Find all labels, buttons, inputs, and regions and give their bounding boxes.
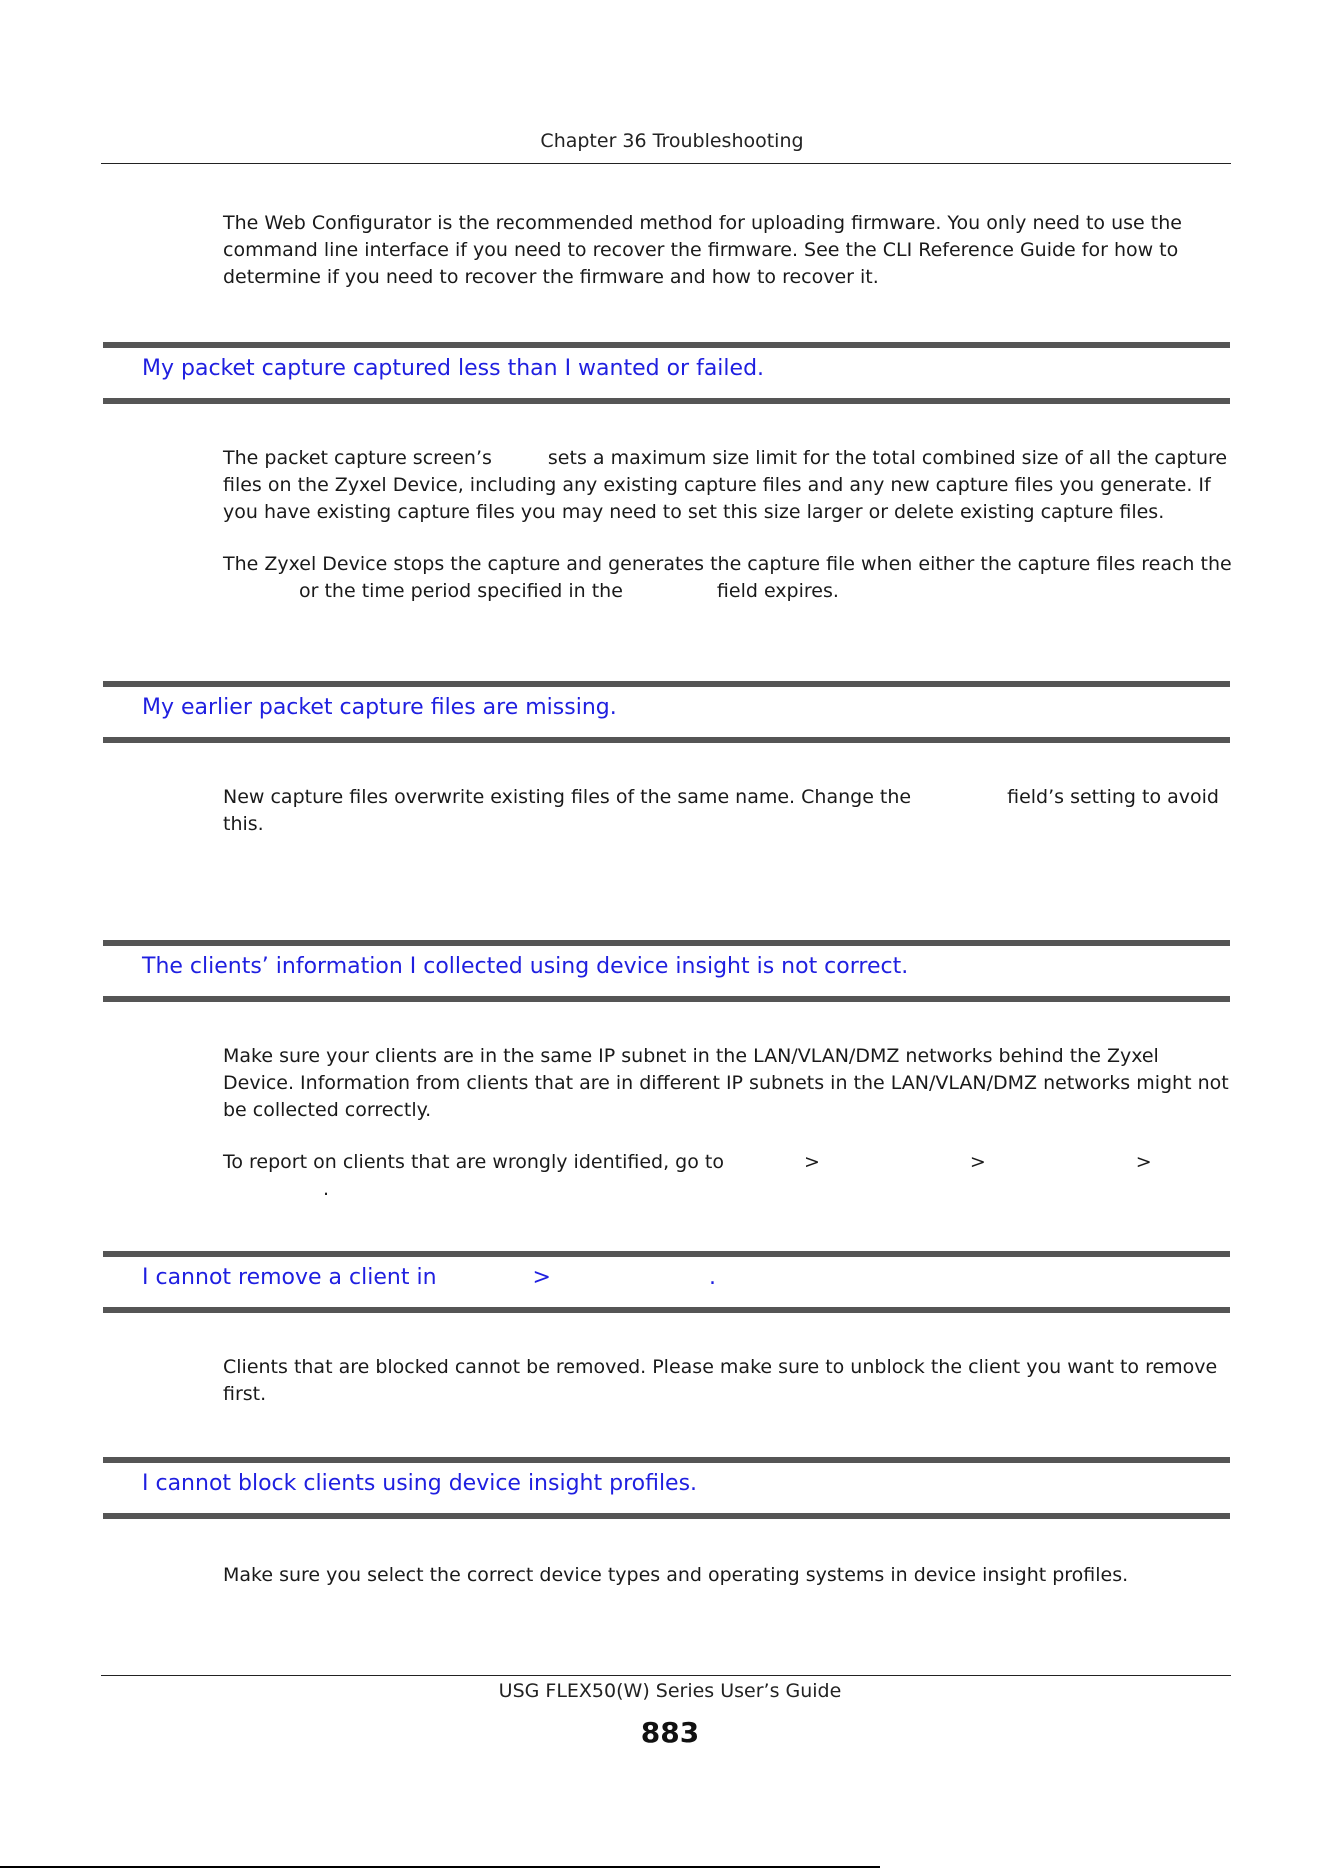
section-paragraph: Make sure you select the correct device types and operating systems in device insight profiles.: [223, 1564, 1129, 1586]
section-bottom-rule: [103, 1513, 1230, 1519]
header-rule: [101, 163, 1231, 164]
section-title: My earlier packet capture files are missing.: [142, 695, 617, 720]
footer-rule: [101, 1675, 1231, 1676]
section-paragraph: Make sure your clients are in the same IP subnet in the LAN/VLAN/DMZ networks behind the Zyxel Device. Information from clients that are in different IP subnets in the LAN/VLAN/DMZ networks might not be collected correctly. To report on clients that are wrongly identified, go to > > > .: [223, 1045, 1229, 1200]
section-title: My packet capture captured less than I wanted or failed.: [142, 356, 765, 381]
section-top-rule: [103, 681, 1230, 687]
section-bottom-rule: [103, 737, 1230, 743]
chapter-header: Chapter 36 Troubleshooting: [540, 130, 804, 152]
section-bottom-rule: [103, 398, 1230, 404]
section-bottom-rule: [103, 996, 1230, 1002]
section-top-rule: [103, 940, 1230, 946]
section-top-rule: [103, 1251, 1230, 1257]
section-bottom-rule: [103, 1307, 1230, 1313]
section-paragraph: Clients that are blocked cannot be removed. Please make sure to unblock the client you want to remove first.: [223, 1356, 1218, 1405]
section-paragraph: New capture files overwrite existing files of the same name. Change the field’s setting to avoid this.: [223, 786, 1219, 835]
section-title: I cannot remove a client in > .: [142, 1265, 716, 1290]
section-top-rule: [103, 342, 1230, 348]
bottom-edge-bar: [0, 1866, 880, 1868]
section-title: I cannot block clients using device insight profiles.: [142, 1471, 698, 1496]
section-title: The clients’ information I collected using device insight is not correct.: [142, 954, 909, 979]
section-top-rule: [103, 1457, 1230, 1463]
guide-title: USG FLEX50(W) Series User’s Guide: [498, 1680, 842, 1702]
section-paragraph: The packet capture screen’s sets a maximum size limit for the total combined size of all the capture files on the Zyxel Device, including any existing capture files and any new capture files you generate. If you have existing capture files you may need to set this size larger or delete existing capture files. The Zyxel Device stops the capture and generates the capture file when either the capture files reach theor the time period specified in the field expires.: [223, 447, 1232, 602]
intro-paragraph: The Web Configurator is the recommended method for uploading firmware. You only need to use the command line interface if you need to recover the firmware. See the CLI Reference Guide for how to determine if you need to recover the firmware and how to recover it.: [223, 212, 1182, 288]
page-number: 883: [640, 1716, 700, 1749]
